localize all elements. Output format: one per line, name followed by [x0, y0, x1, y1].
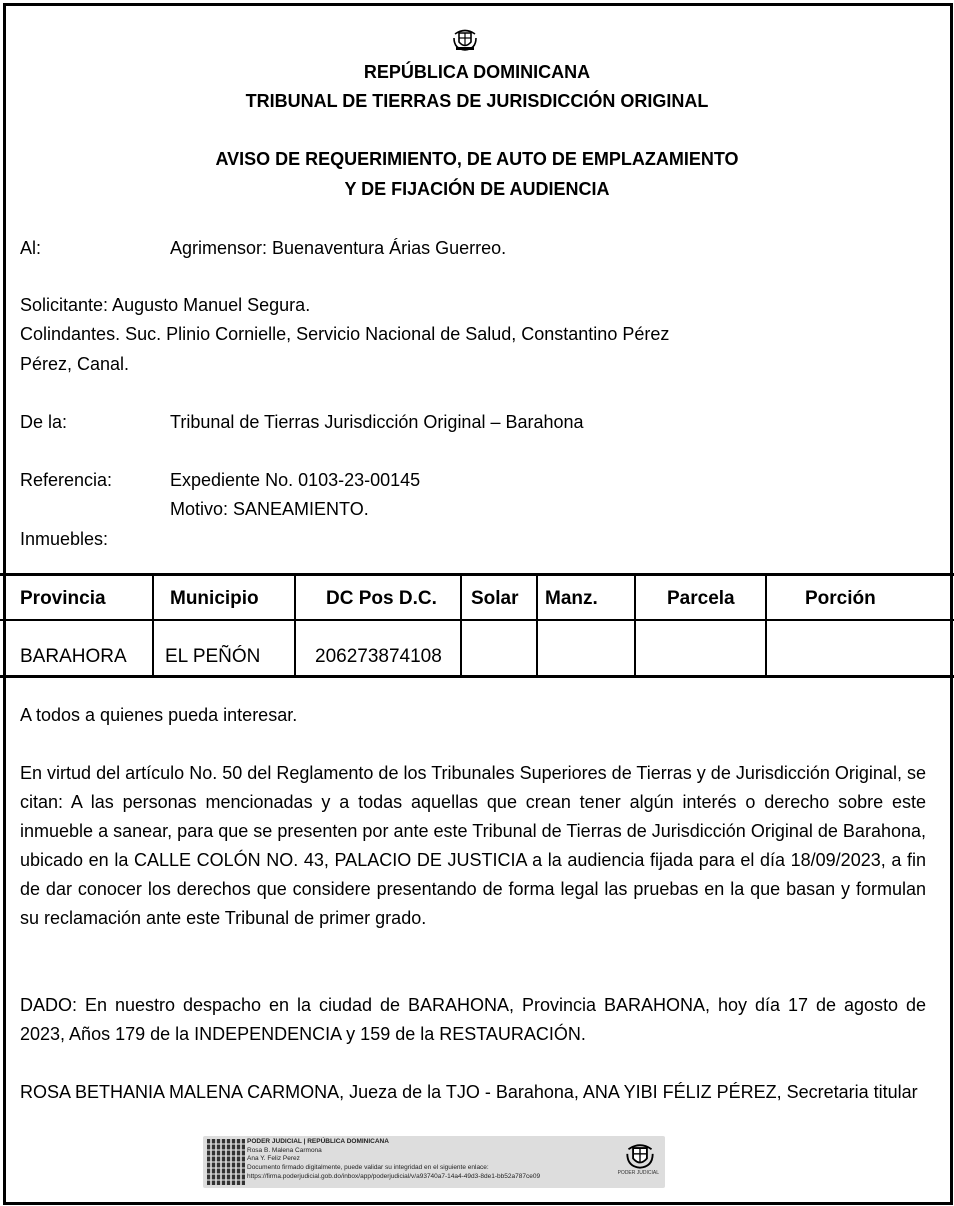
notice-title-line2: Y DE FIJACIÓN DE AUDIENCIA [344, 179, 610, 199]
colindantes-line1: Colindantes. Suc. Plinio Cornielle, Servicio Nacional de Salud, Constantino Pérez [20, 324, 670, 344]
cell-provincia: BARAHORA [20, 646, 127, 667]
col-header-provincia: Provincia [20, 588, 106, 609]
col-header-porcion: Porción [805, 588, 876, 609]
table-top-border [0, 573, 954, 576]
solicitante: Solicitante: Augusto Manuel Segura. [20, 295, 311, 315]
notice-title-line1: AVISO DE REQUERIMIENTO, DE AUTO DE EMPLAZAMIENTO [215, 149, 739, 169]
inmuebles-label: Inmuebles: [20, 529, 109, 549]
court-heading: TRIBUNAL DE TIERRAS DE JURISDICCIÓN ORIGINAL [245, 91, 709, 111]
col-header-dc-pos: DC Pos D.C. [326, 588, 437, 609]
table-col-divider [634, 575, 636, 677]
col-header-municipio: Municipio [170, 588, 259, 609]
table-col-divider [460, 575, 462, 677]
al-value: Agrimensor: Buenaventura Árias Guerreo. [170, 238, 507, 258]
coat-of-arms-icon [452, 26, 478, 52]
citation-paragraph: En virtud del artículo No. 50 del Reglamento de los Tribunales Superiores de Tierras y de Jurisdicción Original, se citan: A las personas mencionadas y a todas aquellas que crean tener algún interés o derecho sobre este inmueble a sanear, para que se presenten por ante este Tribunal de Tierras de Jurisdicción Original de Barahona, ubicado en la CALLE COLÓN NO. 43, PALACIO DE JUSTICIA a la audiencia fijada para el día 18/09/2023, a fin de dar conocer los derechos que considere presentando de forma legal las pruebas en la que basan y formulan su reclamación ante este Tribunal de primer grado. [20, 763, 926, 928]
table-bottom-border [0, 675, 954, 678]
dado-paragraph: DADO: En nuestro despacho en la ciudad de BARAHONA, Provincia BARAHONA, hoy día 17 de agosto de 2023, Años 179 de la INDEPENDENCIA y 159 de la RESTAURACIÓN. [20, 995, 926, 1044]
table-col-divider [152, 575, 154, 677]
table-col-divider [765, 575, 767, 677]
greeting: A todos a quienes pueda interesar. [20, 705, 298, 725]
referencia-label: Referencia: [20, 470, 113, 490]
country-heading: REPÚBLICA DOMINICANA [363, 62, 591, 82]
table-col-divider [536, 575, 538, 677]
col-header-solar: Solar [471, 588, 519, 609]
col-header-manz: Manz. [545, 588, 598, 609]
dela-label: De la: [20, 412, 68, 432]
motivo: Motivo: SANEAMIENTO. [170, 499, 369, 519]
judicial-seal-icon [625, 1140, 655, 1170]
signatories-paragraph: ROSA BETHANIA MALENA CARMONA, Jueza de la TJO - Barahona, ANA YIBI FÉLIZ PÉREZ, Secretaria titular [20, 1082, 918, 1102]
stamp-line3: Ana Y. Feliz Perez [247, 1155, 300, 1162]
digital-signature-stamp [203, 1136, 665, 1188]
col-header-parcela: Parcela [667, 588, 735, 609]
colindantes-line2: Pérez, Canal. [20, 354, 130, 374]
seal-caption: PODER JUDICIAL [617, 1170, 659, 1176]
dela-value: Tribunal de Tierras Jurisdicción Original – Barahona [170, 412, 584, 432]
table-col-divider [294, 575, 296, 677]
expediente: Expediente No. 0103-23-00145 [170, 470, 421, 490]
stamp-line1: PODER JUDICIAL | REPÚBLICA DOMINICANA [247, 1138, 389, 1145]
table-header-divider [0, 619, 954, 621]
stamp-line2: Rosa B. Malena Carmona [247, 1147, 322, 1154]
cell-dc-pos: 206273874108 [315, 646, 442, 667]
stamp-line5: https://firma.poderjudicial.gob.do/inbox/app/poderjudicial/v/a93740a7-14a4-49d3-8de1-bb52a787ce09 [247, 1173, 541, 1180]
al-label: Al: [20, 238, 42, 258]
qr-code-overlay [207, 1139, 245, 1185]
cell-municipio: EL PEÑÓN [165, 646, 261, 667]
stamp-line4: Documento firmado digitalmente, puede validar su integridad en el siguiente enlace: [247, 1164, 489, 1171]
